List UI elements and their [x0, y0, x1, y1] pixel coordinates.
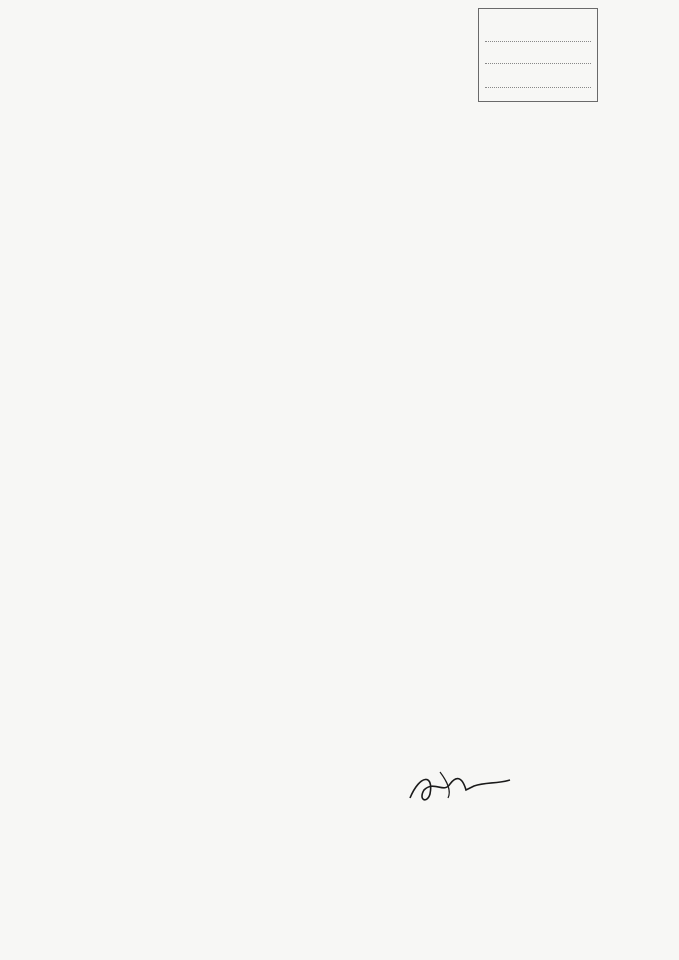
stamp-row-number	[485, 23, 591, 42]
urgency-line	[112, 118, 172, 142]
to-line-1	[112, 183, 130, 194]
from-line	[112, 158, 126, 169]
stamp-row-time	[485, 69, 591, 88]
handwritten-signature	[400, 760, 520, 810]
received-stamp	[478, 8, 598, 102]
stamp-row-date	[485, 45, 591, 64]
